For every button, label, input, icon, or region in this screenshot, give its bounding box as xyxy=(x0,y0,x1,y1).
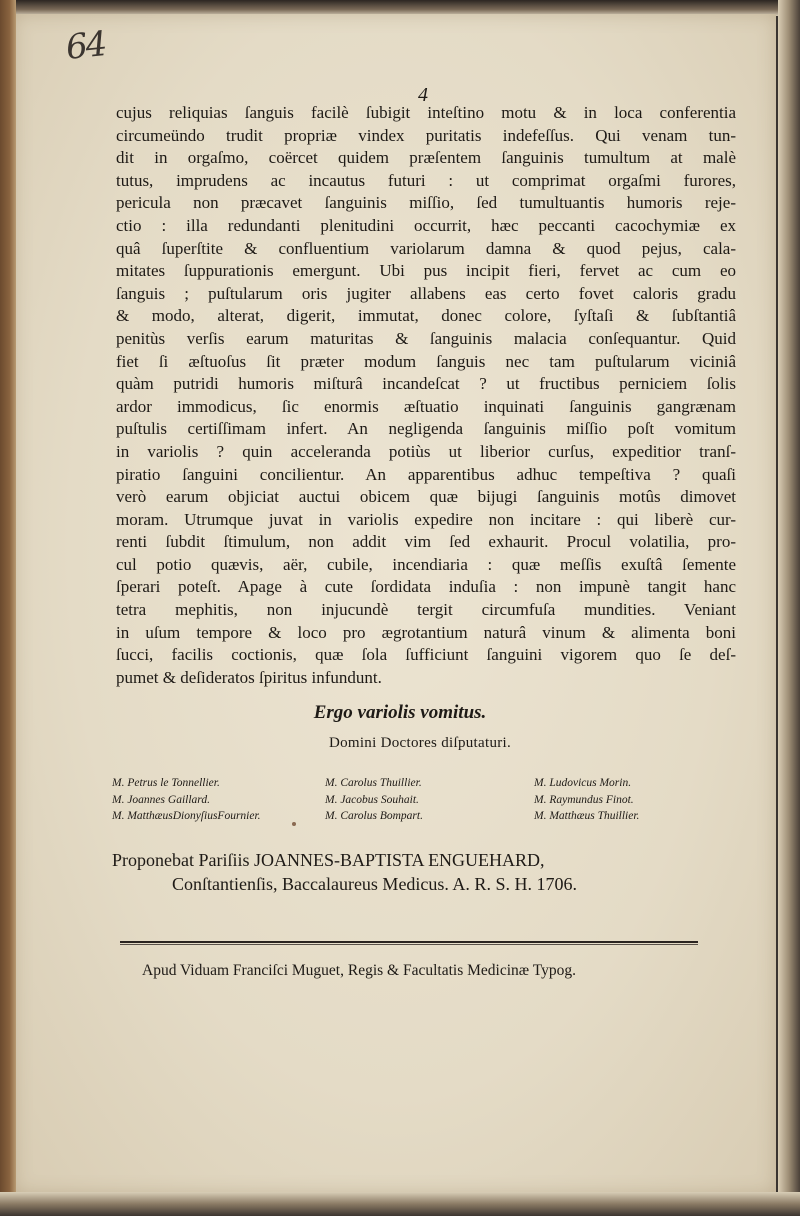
body-line: ctio : illa redundanti plenitudini occurrit, hæc peccanti cacochymiæ ex xyxy=(116,215,736,235)
body-line: ſucci, facilis coctionis, quæ ſola ſufficiunt ſanguini vigorem quo ſe deſ- xyxy=(116,645,736,665)
body-line: mitates ſuppurationis emergunt. Ubi pus incipit fieri, fervet ac cum eo xyxy=(116,261,736,281)
doctor-name: M. MatthæusDionyſiusFournier. xyxy=(112,810,261,822)
horizontal-rule-thin xyxy=(120,944,698,945)
body-line: cujus reliquias ſanguis facilè ſubigit inteſtino motu & in loca conferentia xyxy=(116,103,736,122)
body-line: quàm putridi humoris miſturâ incandeſcat ? ut fructibus perniciem ſolis xyxy=(116,374,736,394)
doctor-name: M. Petrus le Tonnellier. xyxy=(112,777,220,789)
doctor-name: M. Matthæus Thuillier. xyxy=(534,810,640,822)
body-line: tutus, imprudens ac incautus futuri : ut comprimat orgaſmi furores, xyxy=(116,170,736,190)
body-line: in uſum tempore & loco pro ægrotantium naturâ vinum & alimenta boni xyxy=(116,622,736,642)
doctors-column-2 xyxy=(325,775,423,825)
doctor-name: M. Joannes Gaillard. xyxy=(112,793,210,806)
doctor-name: M. Carolus Thuillier. xyxy=(325,777,422,789)
body-line: & modo, alterat, digerit, immutat, donec colore, ſyſtaſi & ſubſtantiâ xyxy=(116,306,736,326)
body-line: cul potio quævis, aër, cubile, incendiaria : quæ meſſis exuſtâ ſemente xyxy=(116,554,736,574)
page-number: 4 xyxy=(418,84,428,106)
ink-spot xyxy=(292,822,296,826)
body-line: renti ſubdit ſtimulum, non addit vim ſed exhaurit. Procul volatilia, pro- xyxy=(116,532,736,552)
book-bottom-edge xyxy=(0,1192,800,1216)
body-line: pumet & deſideratos ſpiritus infundunt. xyxy=(116,667,382,687)
proponent-line: Proponebat Pariſiis JOANNES-BAPTISTA ENGUEHARD, xyxy=(112,850,545,870)
body-line: tetra mephitis, non injucundè tergit circumfuſa mundities. Veniant xyxy=(116,600,736,620)
body-line: penitùs verſis earum maturitas & ſanguinis malacia conſequantur. Quid xyxy=(116,328,736,348)
body-line: fiet ſi æſtuoſus ſit præter modum ſanguis nec tam puſtularum viciniâ xyxy=(116,351,736,371)
doctor-name: M. Carolus Bompart. xyxy=(325,810,423,822)
body-line: puſtulis certiſſimam infert. An negligenda ſanguinis miſſio poſt vomitum xyxy=(116,419,736,439)
body-line: quâ ſuperſtite & confluentium variolarum damna & quod pejus, cala- xyxy=(116,238,736,258)
book-spine-edge xyxy=(0,0,16,1216)
doctors-list xyxy=(112,775,732,835)
book-page-edge xyxy=(778,0,800,1216)
doctor-name: M. Ludovicus Morin. xyxy=(534,777,632,789)
handwritten-folio-number: 64 xyxy=(64,24,108,68)
body-line: ardor immodicus, ſic enormis æſtuatio inquinati ſanguinis gangrænam xyxy=(116,396,736,416)
body-line: dit in orgaſmo, coërcet quidem præſentem ſanguinis tumultum at malè xyxy=(116,148,736,168)
body-line: moram. Utrumque juvat in variolis expedire non incitare : qui liberè cur- xyxy=(116,509,736,529)
horizontal-rule xyxy=(120,941,698,943)
body-line: ſanguis ; puſtularum oris jugiter allabens eas certo fovet caloris gradu xyxy=(116,283,736,303)
body-line: pericula non præcavet ſanguinis miſſio, ſed tumultuantis humoris reje- xyxy=(116,193,736,213)
body-line: verò earum objiciat auctui obicem quæ bijugi ſanguinis motûs dimovet xyxy=(116,487,736,507)
body-line: ſperari poteſt. Apage à cute ſordidata induſia : non impunè tangit hanc xyxy=(116,577,736,597)
printer-imprint: Apud Viduam Franciſci Muguet, Regis & Facultatis Medicinæ Typog. xyxy=(142,962,576,979)
doctors-column-3 xyxy=(534,775,639,825)
body-line: circumeündo trudit propriæ vindex puritatis indefeſſus. Qui venam tun- xyxy=(116,125,736,145)
thesis-conclusion: Ergo variolis vomitus. xyxy=(313,702,487,723)
proponent-line: Conſtantienſis, Baccalaureus Medicus. A. R. S. H. 1706. xyxy=(172,874,577,894)
disputants-heading: Domini Doctores diſputaturi. xyxy=(328,735,512,751)
doctor-name: M. Jacobus Souhait. xyxy=(325,793,419,806)
proponent-block xyxy=(112,848,732,896)
body-line: in variolis ? quin acceleranda potiùs ut liberior curſus, expeditior tranſ- xyxy=(116,441,736,461)
body-line: piratio ſanguini concilientur. An apparentibus adhuc tempeſtiva ? quaſi xyxy=(116,464,736,484)
body-paragraph xyxy=(116,102,736,689)
doctors-column-1 xyxy=(112,775,261,825)
doctor-name: M. Raymundus Finot. xyxy=(534,793,634,806)
